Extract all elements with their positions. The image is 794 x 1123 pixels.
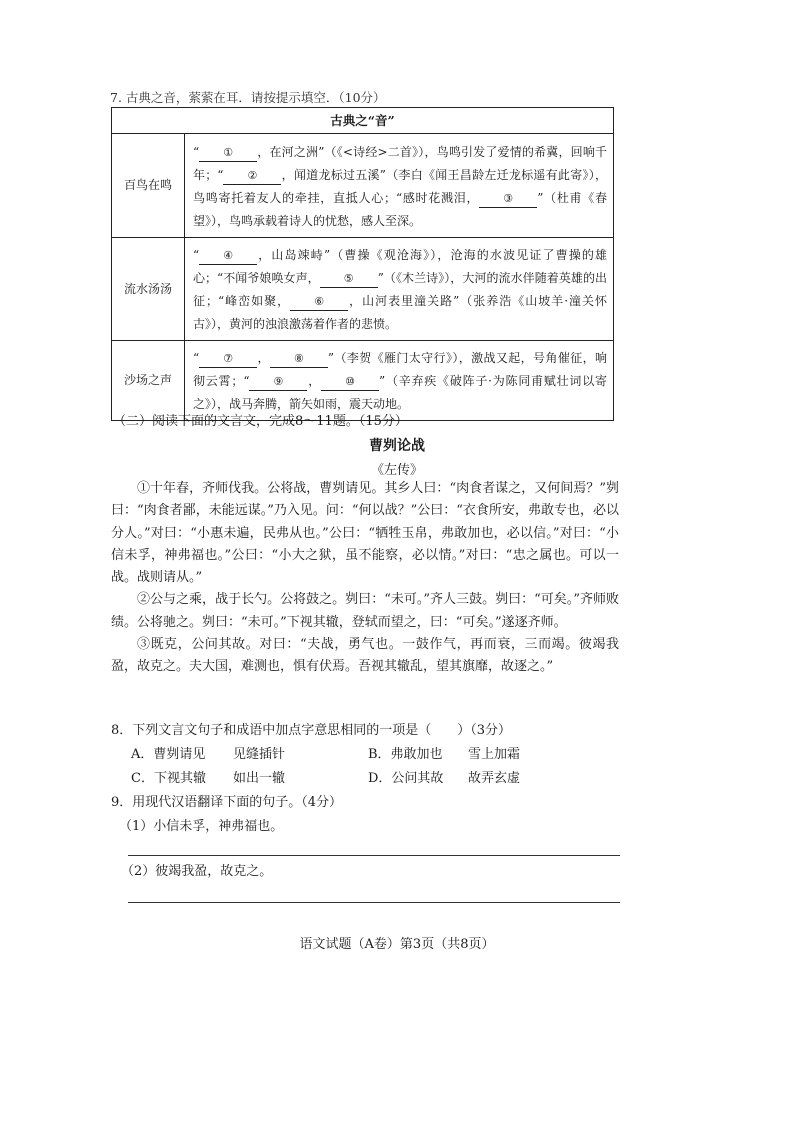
- blank-7[interactable]: ⑦: [199, 351, 257, 368]
- blank-3[interactable]: ③: [479, 191, 537, 208]
- q8-options-row-2: [111, 767, 631, 791]
- table-title: 古典之“音”: [112, 108, 614, 134]
- q8-options-row-1: [111, 743, 631, 767]
- option-c-idiom: 如出一辙: [233, 771, 286, 786]
- option-a-idiom: 见缝插针: [233, 747, 286, 762]
- option-b[interactable]: B．弗敢加也: [368, 747, 443, 762]
- category-battlefield: 沙场之声: [112, 341, 185, 421]
- blank-9[interactable]: ⑨: [249, 374, 307, 391]
- page-footer: 语文试题（A卷）第3页（共8页）: [299, 937, 495, 952]
- questions-block: [111, 719, 631, 839]
- passage-body: [111, 478, 619, 679]
- passage-title: 曹刿论战: [369, 438, 425, 454]
- paragraph-1: ①十年春，齐师伐我。公将战，曹刿请见。其乡人曰：“肉食者谋之，又何间焉？”刿曰：“肉食者鄙，未能远谋。”乃入见。问：“何以战？”公曰：“衣食所安，弗敢专也，必以分人。”对曰：“小惠未遍，民弗从也。”公曰：“牺牲玉帛，弗敢加也，必以信。”对曰：“小信未孚，神弗福也。”公曰：“小大之狱，虽不能察，必以情。”对曰：“忠之属也。可以一战。战则请从。”: [111, 481, 619, 586]
- blank-2[interactable]: ②: [223, 168, 281, 185]
- row-water-text: “ ④ ，山岛竦峙”（曹操《观沧海》），沧海的水波见证了曹操的雄心；“不闻爷娘唤女声， ⑤ ”（《木兰诗》），大河的流水伴随着英雄的出征；“峰峦如聚， ⑥ ，山河表里潼关路”（张养浩《山坡羊·潼关怀古》），黄河的浊浪激荡着作者的悲愤。: [185, 238, 614, 341]
- question-7-header: 7. 古典之音，萦萦在耳．请按提示填空．（10分）: [110, 90, 386, 105]
- answer-line-1[interactable]: [128, 855, 620, 856]
- blank-8[interactable]: ⑧: [270, 351, 328, 368]
- blank-5[interactable]: ⑤: [320, 271, 378, 288]
- blank-10[interactable]: ⑩: [321, 374, 379, 391]
- option-b-idiom: 雪上加霜: [468, 747, 521, 762]
- option-a[interactable]: A．曹刿请见: [131, 747, 206, 762]
- passage-author: 《左传》: [370, 463, 423, 478]
- option-c[interactable]: C．下视其辙: [131, 771, 206, 786]
- option-d-idiom: 故弄玄虚: [468, 771, 521, 786]
- question-9-stem: 9．用现代汉语翻译下面的句子。（4分）: [111, 795, 343, 810]
- blank-6[interactable]: ⑥: [290, 294, 348, 311]
- blank-1[interactable]: ①: [199, 145, 257, 162]
- q9-sentence-1: （1）小信未孚，神弗福也。: [119, 819, 284, 834]
- question-8-stem: 8．下列文言文句子和成语中加点字意思相同的一项是（ ）（3分）: [111, 723, 512, 738]
- row-birds-text: “ ① ，在河之洲”（《<诗经>二首》），鸟鸣引发了爱情的希冀，回响千年；“ ② ，闻道龙标过五溪”（李白《闻王昌龄左迁龙标遥有此寄》），鸟鸣寄托着友人的牵挂，直抵人心；“感时花溅泪， ③ ”（杜甫《春望》），鸟鸣承载着诗人的忧愁，感人至深。: [185, 134, 614, 238]
- row-battlefield-text: “ ⑦ ， ⑧ ”（李贺《雁门太守行》），激战又起，号角催征，响彻云霄；“ ⑨ ， ⑩ ”（辛弃疾《破阵子·为陈同甫赋壮词以寄之》），战马奔腾，箭矢如雨，震天动地。: [185, 341, 614, 421]
- option-d[interactable]: D．公问其故: [368, 771, 444, 786]
- section-2-instruction: （二）阅读下面的文言文，完成8～11题。（15分）: [113, 414, 408, 429]
- category-water: 流水汤汤: [112, 238, 185, 341]
- paragraph-2: ②公与之乘，战于长勺。公将鼓之。刿曰：“未可。”齐人三鼓。刿曰：“可矣。”齐师败绩。公将驰之。刿曰：“未可。”下视其辙，登轼而望之，曰：“可矣。”遂逐齐师。: [111, 592, 619, 630]
- q9-sentence-2: （2）彼竭我盈，故克之。: [121, 864, 273, 879]
- fill-in-table: [111, 107, 614, 421]
- blank-4[interactable]: ④: [199, 248, 257, 265]
- answer-line-2[interactable]: [128, 902, 620, 903]
- category-birds: 百鸟在鸣: [112, 134, 185, 238]
- paragraph-3: ③既克，公问其故。对曰：“夫战，勇气也。一鼓作气，再而衰，三而竭。彼竭我盈，故克之。夫大国，难测也，惧有伏焉。吾视其辙乱，望其旗靡，故逐之。”: [111, 637, 619, 675]
